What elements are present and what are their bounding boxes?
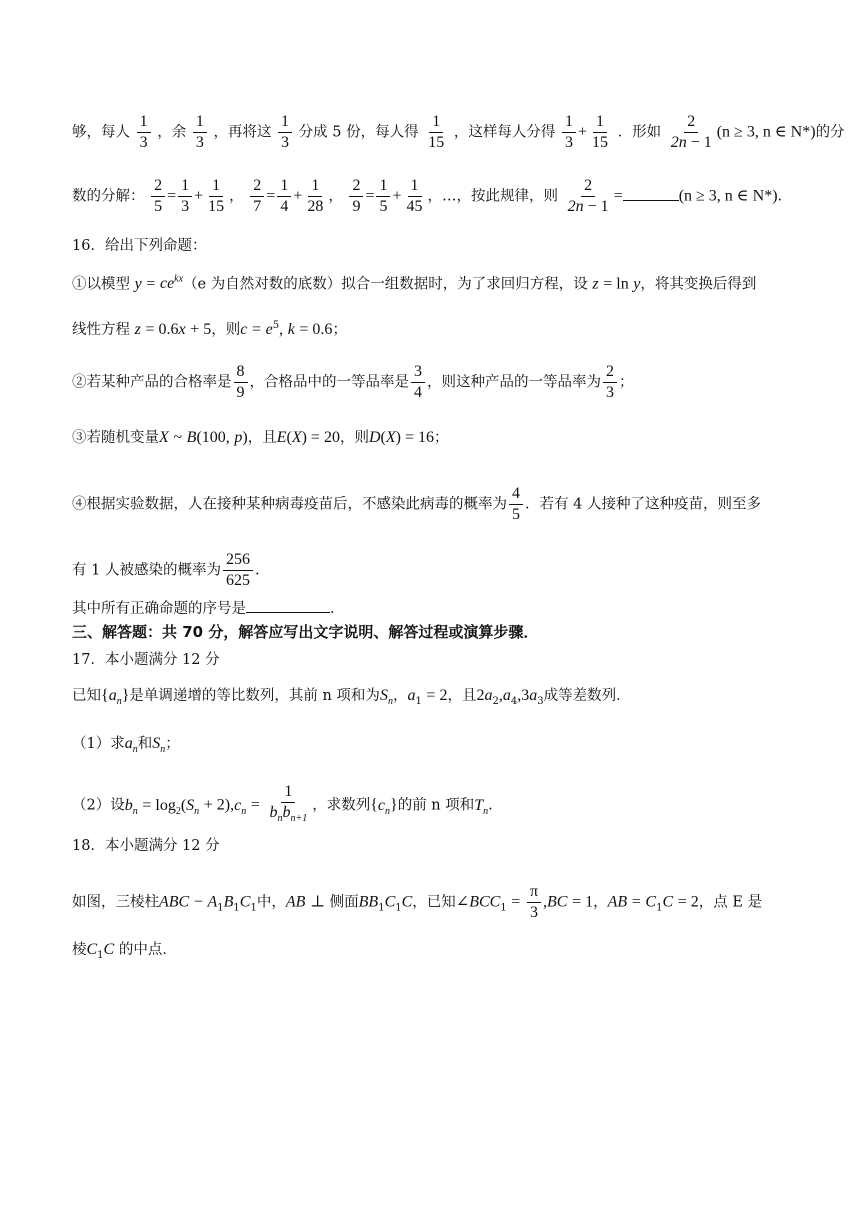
text: ，再将这: [213, 124, 272, 141]
answer-blank[interactable]: [246, 598, 330, 613]
q16-statement4-line1: ④根据实验数据，人在接种某种病毒疫苗后，不感染此病毒的概率为 $\frac{4}{5}$ ．若有 4 人接种了这种疫苗，则至多: [72, 485, 761, 523]
q16-statement3: ③若随机变量X ~ B(100, p)，且E(X) = 20，则D(X) = 16；: [72, 429, 449, 446]
q17-stem: 已知$\{a_n\}$是单调递增的等比数列，其前 n 项和为$S_n$，$a_1 = 2$，且$2a_2,a_4,3a_3$成等差数列．: [72, 687, 631, 708]
q16-statement1-line2: 线性方程 z = 0.6x + 5，则$c = e^5$, k = 0.6；: [72, 320, 347, 338]
q16-ask: 其中所有正确命题的序号是 .: [72, 598, 800, 619]
text: ，…，按此规律，则: [427, 188, 559, 205]
q16-title: 16．给出下列命题：: [72, 238, 207, 254]
q16-statement1-line1: ①以模型 $y = ce^{kx}(e$ 为自然对数的底数）拟合一组数据时，为了求回归方程，设 z = ln y，将其变换后得到: [72, 274, 757, 293]
text: 的分: [815, 124, 845, 141]
q16-statement2: ②若某种产品的合格率是 $\frac{8}{9}$ ，合格品中的一等品率是 $\frac{3}{4}$ ，则这种产品的一等品率为 $\frac{2}{3}$ ；: [72, 363, 634, 401]
problem15-line1: 够，每人 $\frac{1}{3}$ ，余 $\frac{1}{3}$ ，再将这 $\frac{1}{3}$ 分成 5 份，每人得 $\frac{1}{15}$ ，这样每人分得 $\frac{1}{3}$ + $\frac{1}{15}$ ．形如 $\frac{2}{2n - 1}$ (n ≥ 3, n ∈ N*)的分: [72, 113, 845, 151]
q16-statement4-line2: 有 1 人被感染的概率为 $\frac{256}{625}$ .: [72, 551, 260, 589]
fraction-1-3: $\frac{1}{3}$: [137, 112, 151, 153]
q17-part1: （1）求$a_n$和$S_n$；: [72, 735, 180, 756]
q18-line2: 棱$C_1C$ 的中点．: [72, 941, 177, 961]
text: 数的分解：: [72, 188, 145, 205]
text: 分成 5 份，每人得: [298, 124, 419, 141]
fraction-1-3: $\frac{1}{3}$: [278, 112, 292, 153]
fraction-2-2n-1: $\frac{2}{2n - 1}$: [670, 113, 712, 151]
text: ．形如: [617, 124, 662, 141]
q18-title: 18．本小题满分 12 分: [72, 838, 220, 854]
fraction-1-15: $\frac{1}{15}$: [428, 113, 445, 151]
fraction-1-3: $\frac{1}{3}$: [562, 112, 576, 153]
q17-title: 17．本小题满分 12 分: [72, 652, 220, 668]
fraction-1-3: $\frac{1}{3}$: [193, 112, 207, 153]
section3-heading: 三、解答题：共 70 分，解答应写出文字说明、解答过程或演算步骤．: [72, 623, 539, 641]
condition: (n ≥ 3, n ∈ N*): [716, 123, 816, 141]
q18-line1: 如图，三棱柱ABC − $A_1B_1C_1$中，AB ⊥ 侧面$BB_1C_1C$，已知$\angle BCC_1$ = $\frac{\pi}{3}$ ,BC = 1，AB = $C_1C = 2$，点 E 是: [72, 883, 763, 921]
text: ，这样每人分得: [453, 124, 556, 141]
text: ，余: [157, 124, 187, 141]
fraction-1-15: $\frac{1}{15}$: [591, 113, 608, 151]
answer-blank[interactable]: [623, 186, 679, 201]
q17-part2: （2）设$b_n = \log_2(S_n + 2),c_n$ = $\frac{1}{b_nb_{n+1}}$ ，求数列$\{c_n\}$的前 n 项和$T_n$.: [72, 783, 493, 825]
text: 够，每人: [72, 124, 130, 141]
problem15-line2: 数的分解： $\frac{2}{5}$ = $\frac{1}{3}$ + $\frac{1}{15}$ ， $\frac{2}{7}$ = $\frac{1}{4}$ + $\frac{1}{28}$ ， $\frac{2}{9}$ = $\frac{1}{5}$ + $\frac{1}{45}$ ，…，按此规律，则 $\frac{2}{2n - 1}$ = (n ≥ 3, n ∈ N*).: [72, 177, 783, 215]
condition: (n ≥ 3, n ∈ N*): [678, 187, 778, 205]
